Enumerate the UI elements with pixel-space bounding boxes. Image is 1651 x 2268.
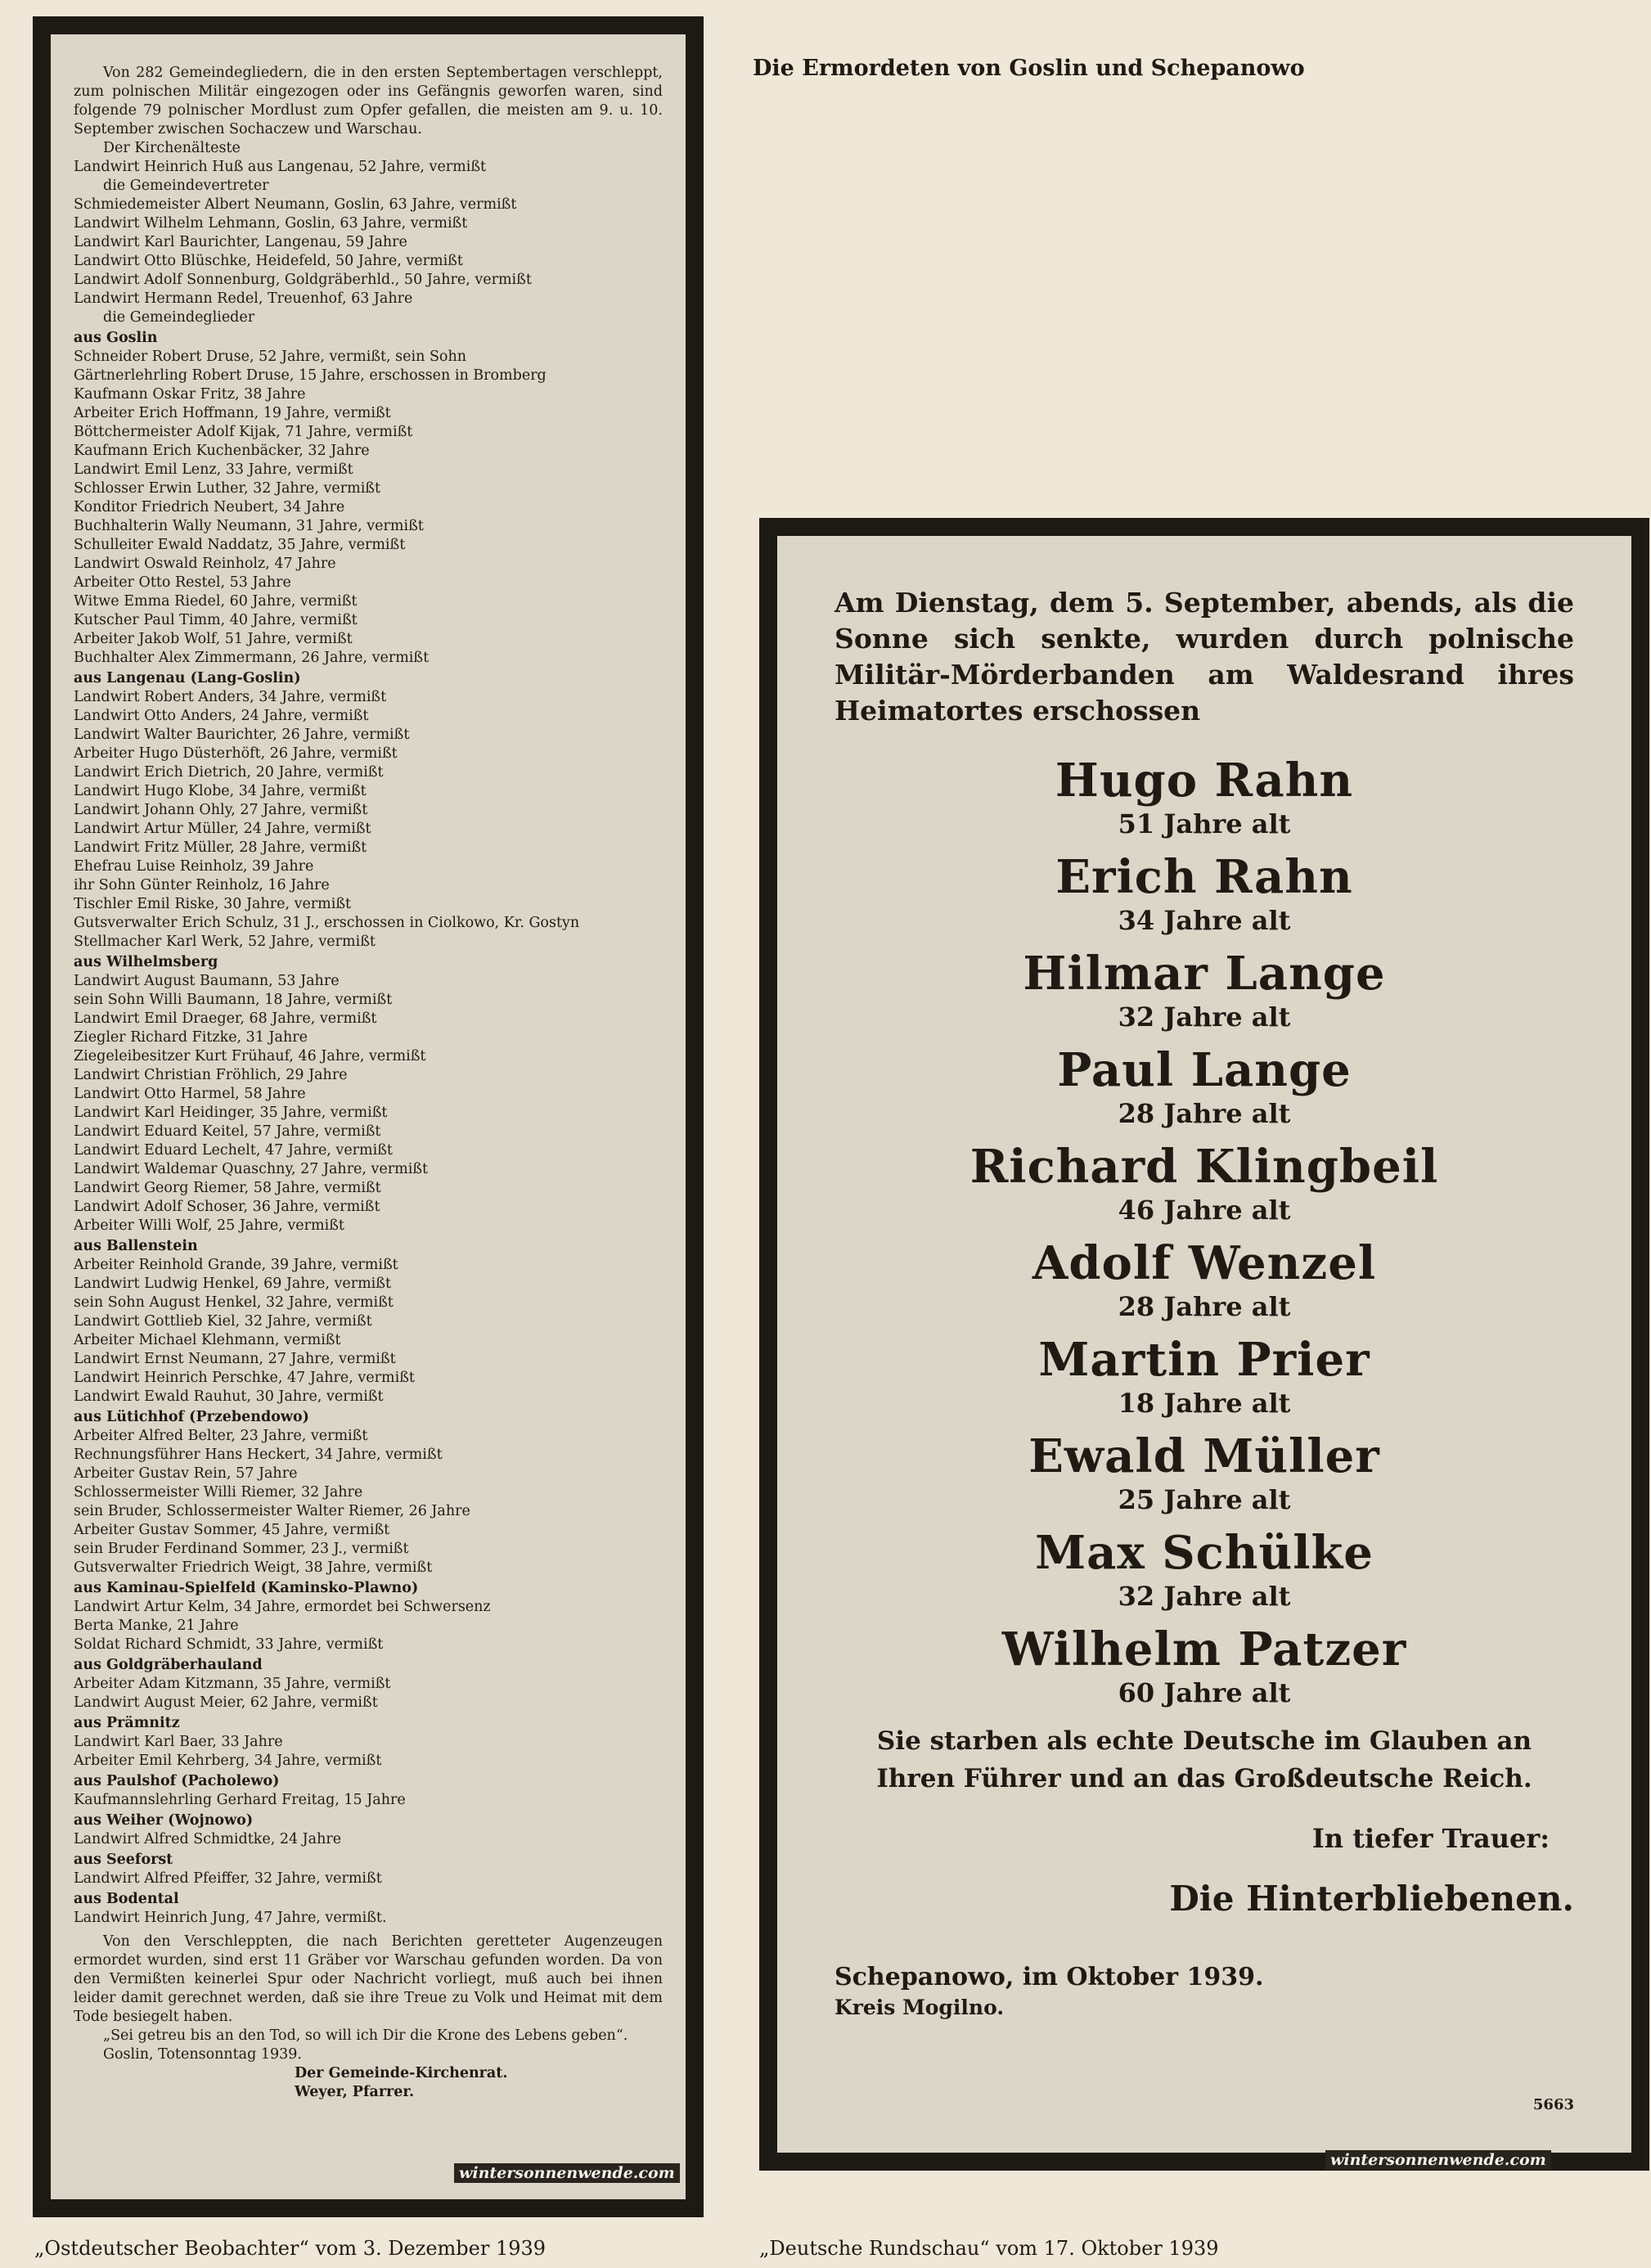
section-heading: Der Kirchenälteste: [103, 140, 241, 156]
list-item: Arbeiter Otto Restel, 53 Jahre: [74, 574, 291, 591]
victim-age: 25 Jahre alt: [1118, 1484, 1291, 1515]
victim-entry: [834, 1043, 1574, 1130]
left-quote: „Sei getreu bis an den Tod, so will ich Dir die Krone des Lebens geben“.: [103, 2027, 628, 2044]
list-item: Arbeiter Adam Kitzmann, 35 Jahre, vermißt: [74, 1676, 391, 1692]
list-item: Landwirt Otto Anders, 24 Jahre, vermißt: [74, 708, 369, 724]
list-item: Arbeiter Erich Hoffmann, 19 Jahre, vermißt: [74, 405, 391, 421]
right-district: Kreis Mogilno.: [834, 1996, 1005, 2019]
victim-entry: [834, 1333, 1574, 1420]
list-item: Schmiedemeister Albert Neumann, Goslin, 63 Jahre, vermißt: [74, 196, 517, 213]
list-item: Berta Manke, 21 Jahre: [74, 1618, 239, 1634]
list-item: Rechnungsführer Hans Heckert, 34 Jahre, vermißt: [74, 1447, 443, 1463]
victim-name: Richard Klingbeil: [969, 1140, 1439, 1194]
list-item: Landwirt Christian Fröhlich, 29 Jahre: [74, 1067, 348, 1083]
victim-name: Erich Rahn: [1055, 850, 1353, 904]
victim-entry: [834, 1140, 1574, 1226]
list-item: Landwirt Erich Dietrich, 20 Jahre, vermißt: [74, 764, 384, 781]
page-heading: Die Ermordeten von Goslin und Schepanowo: [753, 56, 1305, 81]
victim-age: 28 Jahre alt: [1118, 1291, 1291, 1322]
group-heading: aus Kaminau-Spielfeld (Kaminsko-Plawno): [74, 1580, 419, 1596]
list-item: Schulleiter Ewald Naddatz, 35 Jahre, vermißt: [74, 537, 406, 553]
list-item: Witwe Emma Riedel, 60 Jahre, vermißt: [74, 593, 358, 610]
list-item: Tischler Emil Riske, 30 Jahre, vermißt: [74, 896, 352, 912]
group-heading: aus Paulshof (Pacholewo): [74, 1773, 280, 1789]
watermark-right: wintersonnenwende.com: [1325, 2150, 1551, 2170]
list-item: Schneider Robert Druse, 52 Jahre, vermißt, sein Sohn: [74, 349, 467, 365]
list-item: Kaufmann Erich Kuchenbäcker, 32 Jahre: [74, 443, 370, 459]
list-item: Ehefrau Luise Reinholz, 39 Jahre: [74, 858, 314, 875]
list-item: Kaufmann Oskar Fritz, 38 Jahre: [74, 386, 306, 403]
victim-age: 32 Jahre alt: [1118, 1581, 1291, 1612]
list-item: Landwirt Heinrich Jung, 47 Jahre, vermißt.: [74, 1910, 387, 1926]
list-item: Landwirt Karl Heidinger, 35 Jahre, vermißt: [74, 1105, 388, 1121]
list-item: Arbeiter Gustav Rein, 57 Jahre: [74, 1465, 298, 1482]
right-family: Die Hinterbliebenen.: [1169, 1879, 1574, 1919]
list-item: Konditor Friedrich Neubert, 34 Jahre: [74, 499, 345, 515]
list-item: Buchhalter Alex Zimmermann, 26 Jahre, vermißt: [74, 650, 430, 666]
group-heading: aus Lütichhof (Przebendowo): [74, 1409, 309, 1425]
victim-entry: [834, 850, 1574, 937]
watermark-left: wintersonnenwende.com: [454, 2163, 680, 2183]
victim-name: Hugo Rahn: [1055, 754, 1354, 808]
list-item: Landwirt Ernst Neumann, 27 Jahre, vermißt: [74, 1351, 396, 1367]
victim-name: Martin Prier: [1038, 1333, 1370, 1387]
list-item: Landwirt Wilhelm Lehmann, Goslin, 63 Jahre, vermißt: [74, 215, 468, 232]
victim-age: 46 Jahre alt: [1118, 1195, 1291, 1226]
right-closing: Sie starben als echte Deutsche im Glauben an Ihren Führer und an das Großdeutsche Reich.: [876, 1726, 1532, 1793]
list-item: Schlossermeister Willi Riemer, 32 Jahre: [74, 1484, 363, 1501]
list-item: ihr Sohn Günter Reinholz, 16 Jahre: [74, 877, 330, 893]
victim-list: [74, 139, 663, 1928]
list-item: Kaufmannslehrling Gerhard Freitag, 15 Jahre: [74, 1792, 406, 1808]
list-item: Ziegler Richard Fitzke, 31 Jahre: [74, 1029, 308, 1046]
list-item: Landwirt Hugo Klobe, 34 Jahre, vermißt: [74, 783, 367, 799]
caption-right: „Deutsche Rundschau“ vom 17. Oktober 1939: [759, 2237, 1219, 2260]
caption-left: „Ostdeutscher Beobachter“ vom 3. Dezember 1939: [34, 2237, 547, 2260]
victim-name: Hilmar Lange: [1023, 947, 1386, 1001]
victim-age: 34 Jahre alt: [1118, 905, 1291, 936]
group-heading: aus Prämnitz: [74, 1715, 180, 1731]
list-item: Arbeiter Emil Kehrberg, 34 Jahre, vermißt: [74, 1753, 382, 1769]
list-item: Landwirt Artur Müller, 24 Jahre, vermißt: [74, 821, 371, 837]
group-heading: aus Wilhelmsberg: [74, 954, 218, 970]
list-item: Landwirt Emil Lenz, 33 Jahre, vermißt: [74, 461, 353, 478]
list-item: Landwirt Robert Anders, 34 Jahre, vermißt: [74, 689, 387, 705]
list-item: Stellmacher Karl Werk, 52 Jahre, vermißt: [74, 934, 376, 950]
list-item: Landwirt Adolf Sonnenburg, Goldgräberhld., 50 Jahre, vermißt: [74, 272, 532, 288]
left-signature-org: Der Gemeinde-Kirchenrat.: [295, 2065, 508, 2081]
list-item: Landwirt Eduard Lechelt, 47 Jahre, vermißt: [74, 1142, 393, 1159]
list-item: Böttchermeister Adolf Kijak, 71 Jahre, vermißt: [74, 424, 413, 440]
victim-entry: [834, 1622, 1574, 1709]
group-heading: aus Goldgräberhauland: [74, 1657, 263, 1673]
right-clipping: [759, 518, 1649, 2171]
list-item: Landwirt Alfred Pfeiffer, 32 Jahre, vermißt: [74, 1870, 382, 1887]
list-item: Kutscher Paul Timm, 40 Jahre, vermißt: [74, 612, 358, 628]
list-item: Landwirt Alfred Schmidtke, 24 Jahre: [74, 1831, 342, 1847]
list-item: sein Bruder Ferdinand Sommer, 23 J., vermißt: [74, 1541, 409, 1557]
victim-entry: [834, 947, 1574, 1033]
list-item: Buchhalterin Wally Neumann, 31 Jahre, vermißt: [74, 518, 424, 534]
left-outro: Von den Verschleppten, die nach Berichten geretteter Augenzeugen ermordet wurden, sind erst 11 Gräber vor Warschau gefunden worden. Da von den Vermißten keinerlei Spur oder Nachricht vorliegt, muß auch bei ihnen leider damit gerechnet werden, daß sie ihre Treue zu Volk und Heimat mit dem Tode besiegelt haben.: [74, 1933, 663, 2025]
victim-age: 18 Jahre alt: [1118, 1388, 1291, 1419]
group-heading: aus Langenau (Lang-Goslin): [74, 670, 301, 686]
list-item: Landwirt Karl Baer, 33 Jahre: [74, 1734, 283, 1750]
list-item: Landwirt Oswald Reinholz, 47 Jahre: [74, 556, 336, 572]
list-item: Gärtnerlehrling Robert Druse, 15 Jahre, erschossen in Bromberg: [74, 367, 547, 384]
list-item: Landwirt August Baumann, 53 Jahre: [74, 973, 340, 989]
victim-name: Ewald Müller: [1028, 1429, 1380, 1483]
list-item: Arbeiter Jakob Wolf, 51 Jahre, vermißt: [74, 631, 353, 647]
list-item: Landwirt Otto Harmel, 58 Jahre: [74, 1086, 306, 1102]
left-signature-name: Weyer, Pfarrer.: [295, 2084, 415, 2100]
list-item: Landwirt Waldemar Quaschny, 27 Jahre, vermißt: [74, 1161, 429, 1177]
list-item: Landwirt Georg Riemer, 58 Jahre, vermißt: [74, 1180, 381, 1196]
victim-age: 32 Jahre alt: [1118, 1001, 1291, 1033]
list-item: Landwirt Ludwig Henkel, 69 Jahre, vermißt: [74, 1276, 391, 1292]
list-item: Gutsverwalter Erich Schulz, 31 J., erschossen in Ciolkowo, Kr. Gostyn: [74, 915, 580, 931]
list-item: Landwirt Eduard Keitel, 57 Jahre, vermißt: [74, 1123, 381, 1140]
list-item: Arbeiter Reinhold Grande, 39 Jahre, vermißt: [74, 1257, 398, 1273]
list-item: Landwirt Walter Baurichter, 26 Jahre, vermißt: [74, 727, 410, 743]
list-item: sein Sohn August Henkel, 32 Jahre, vermißt: [74, 1294, 394, 1311]
list-item: Arbeiter Alfred Belter, 23 Jahre, vermißt: [74, 1428, 368, 1444]
left-place-date: Goslin, Totensonntag 1939.: [103, 2046, 302, 2063]
victim-entry: [834, 1429, 1574, 1516]
list-item: Landwirt Johann Ohly, 27 Jahre, vermißt: [74, 802, 368, 818]
right-code: 5663: [1532, 2096, 1574, 2113]
victim-entry: [834, 754, 1574, 840]
list-item: Arbeiter Willi Wolf, 25 Jahre, vermißt: [74, 1217, 344, 1234]
list-item: Landwirt Fritz Müller, 28 Jahre, vermißt: [74, 839, 367, 856]
list-item: Landwirt Otto Blüschke, Heidefeld, 50 Jahre, vermißt: [74, 253, 463, 269]
left-clipping: [33, 16, 704, 2217]
list-item: Landwirt Hermann Redel, Treuenhof, 63 Jahre: [74, 290, 413, 307]
list-item: Ziegeleibesitzer Kurt Frühauf, 46 Jahre, vermißt: [74, 1048, 426, 1064]
list-item: Landwirt Adolf Schoser, 36 Jahre, vermißt: [74, 1199, 380, 1215]
victim-name: Adolf Wenzel: [1032, 1236, 1377, 1290]
section-heading: die Gemeindevertreter: [103, 178, 269, 194]
list-item: Landwirt Karl Baurichter, Langenau, 59 Jahre: [74, 234, 407, 250]
victim-entry: [834, 1526, 1574, 1613]
group-heading: aus Bodental: [74, 1891, 179, 1907]
victim-name: Paul Lange: [1057, 1043, 1352, 1097]
list-item: Arbeiter Michael Klehmann, vermißt: [74, 1332, 341, 1348]
right-mourning: In tiefer Trauer:: [1311, 1823, 1550, 1854]
list-item: Arbeiter Gustav Sommer, 45 Jahre, vermißt: [74, 1522, 390, 1538]
list-item: Landwirt Heinrich Perschke, 47 Jahre, vermißt: [74, 1370, 415, 1386]
victim-age: 51 Jahre alt: [1118, 808, 1291, 839]
list-item: Arbeiter Hugo Düsterhöft, 26 Jahre, vermißt: [74, 745, 398, 762]
list-item: Landwirt Artur Kelm, 34 Jahre, ermordet bei Schwersenz: [74, 1599, 491, 1615]
section-heading: die Gemeindeglieder: [103, 309, 255, 326]
right-place-date: Schepanowo, im Oktober 1939.: [834, 1963, 1264, 1991]
list-item: Landwirt Gottlieb Kiel, 32 Jahre, vermißt: [74, 1313, 372, 1330]
list-item: sein Sohn Willi Baumann, 18 Jahre, vermißt: [74, 992, 393, 1008]
group-heading: aus Seeforst: [74, 1852, 173, 1868]
list-item: Gutsverwalter Friedrich Weigt, 38 Jahre, vermißt: [74, 1559, 433, 1576]
victim-age: 60 Jahre alt: [1118, 1677, 1291, 1708]
group-heading: aus Goslin: [74, 330, 158, 346]
list-item: Schlosser Erwin Luther, 32 Jahre, vermißt: [74, 480, 381, 497]
victim-name: Max Schülke: [1035, 1526, 1374, 1580]
list-item: Landwirt August Meier, 62 Jahre, vermißt: [74, 1694, 378, 1711]
victims-block: [834, 754, 1574, 1709]
group-heading: aus Ballenstein: [74, 1238, 198, 1254]
list-item: sein Bruder, Schlossermeister Walter Riemer, 26 Jahre: [74, 1503, 470, 1519]
group-heading: aus Weiher (Wojnowo): [74, 1812, 254, 1829]
victim-name: Wilhelm Patzer: [1001, 1622, 1407, 1676]
list-item: Landwirt Emil Draeger, 68 Jahre, vermißt: [74, 1010, 377, 1027]
victim-entry: [834, 1236, 1574, 1323]
list-item: Landwirt Ewald Rauhut, 30 Jahre, vermißt: [74, 1388, 384, 1405]
right-intro: Am Dienstag, dem 5. September, abends, als die Sonne sich senkte, wurden durch polnische Militär-Mörderbanden am Waldesrand ihres Heimatortes erschossen: [834, 587, 1574, 727]
list-item: Soldat Richard Schmidt, 33 Jahre, vermißt: [74, 1636, 384, 1653]
list-item: Landwirt Heinrich Huß aus Langenau, 52 Jahre, vermißt: [74, 159, 487, 175]
left-intro: Von 282 Gemeindegliedern, die in den ersten Septembertagen verschleppt, zum polnischen Militär eingezogen oder ins Gefängnis geworfen waren, sind folgende 79 polnischer Mordlust zum Opfer gefallen, die meisten am 9. u. 10. September zwischen Sochaczew und Warschau.: [74, 65, 663, 137]
victim-age: 28 Jahre alt: [1118, 1098, 1291, 1129]
